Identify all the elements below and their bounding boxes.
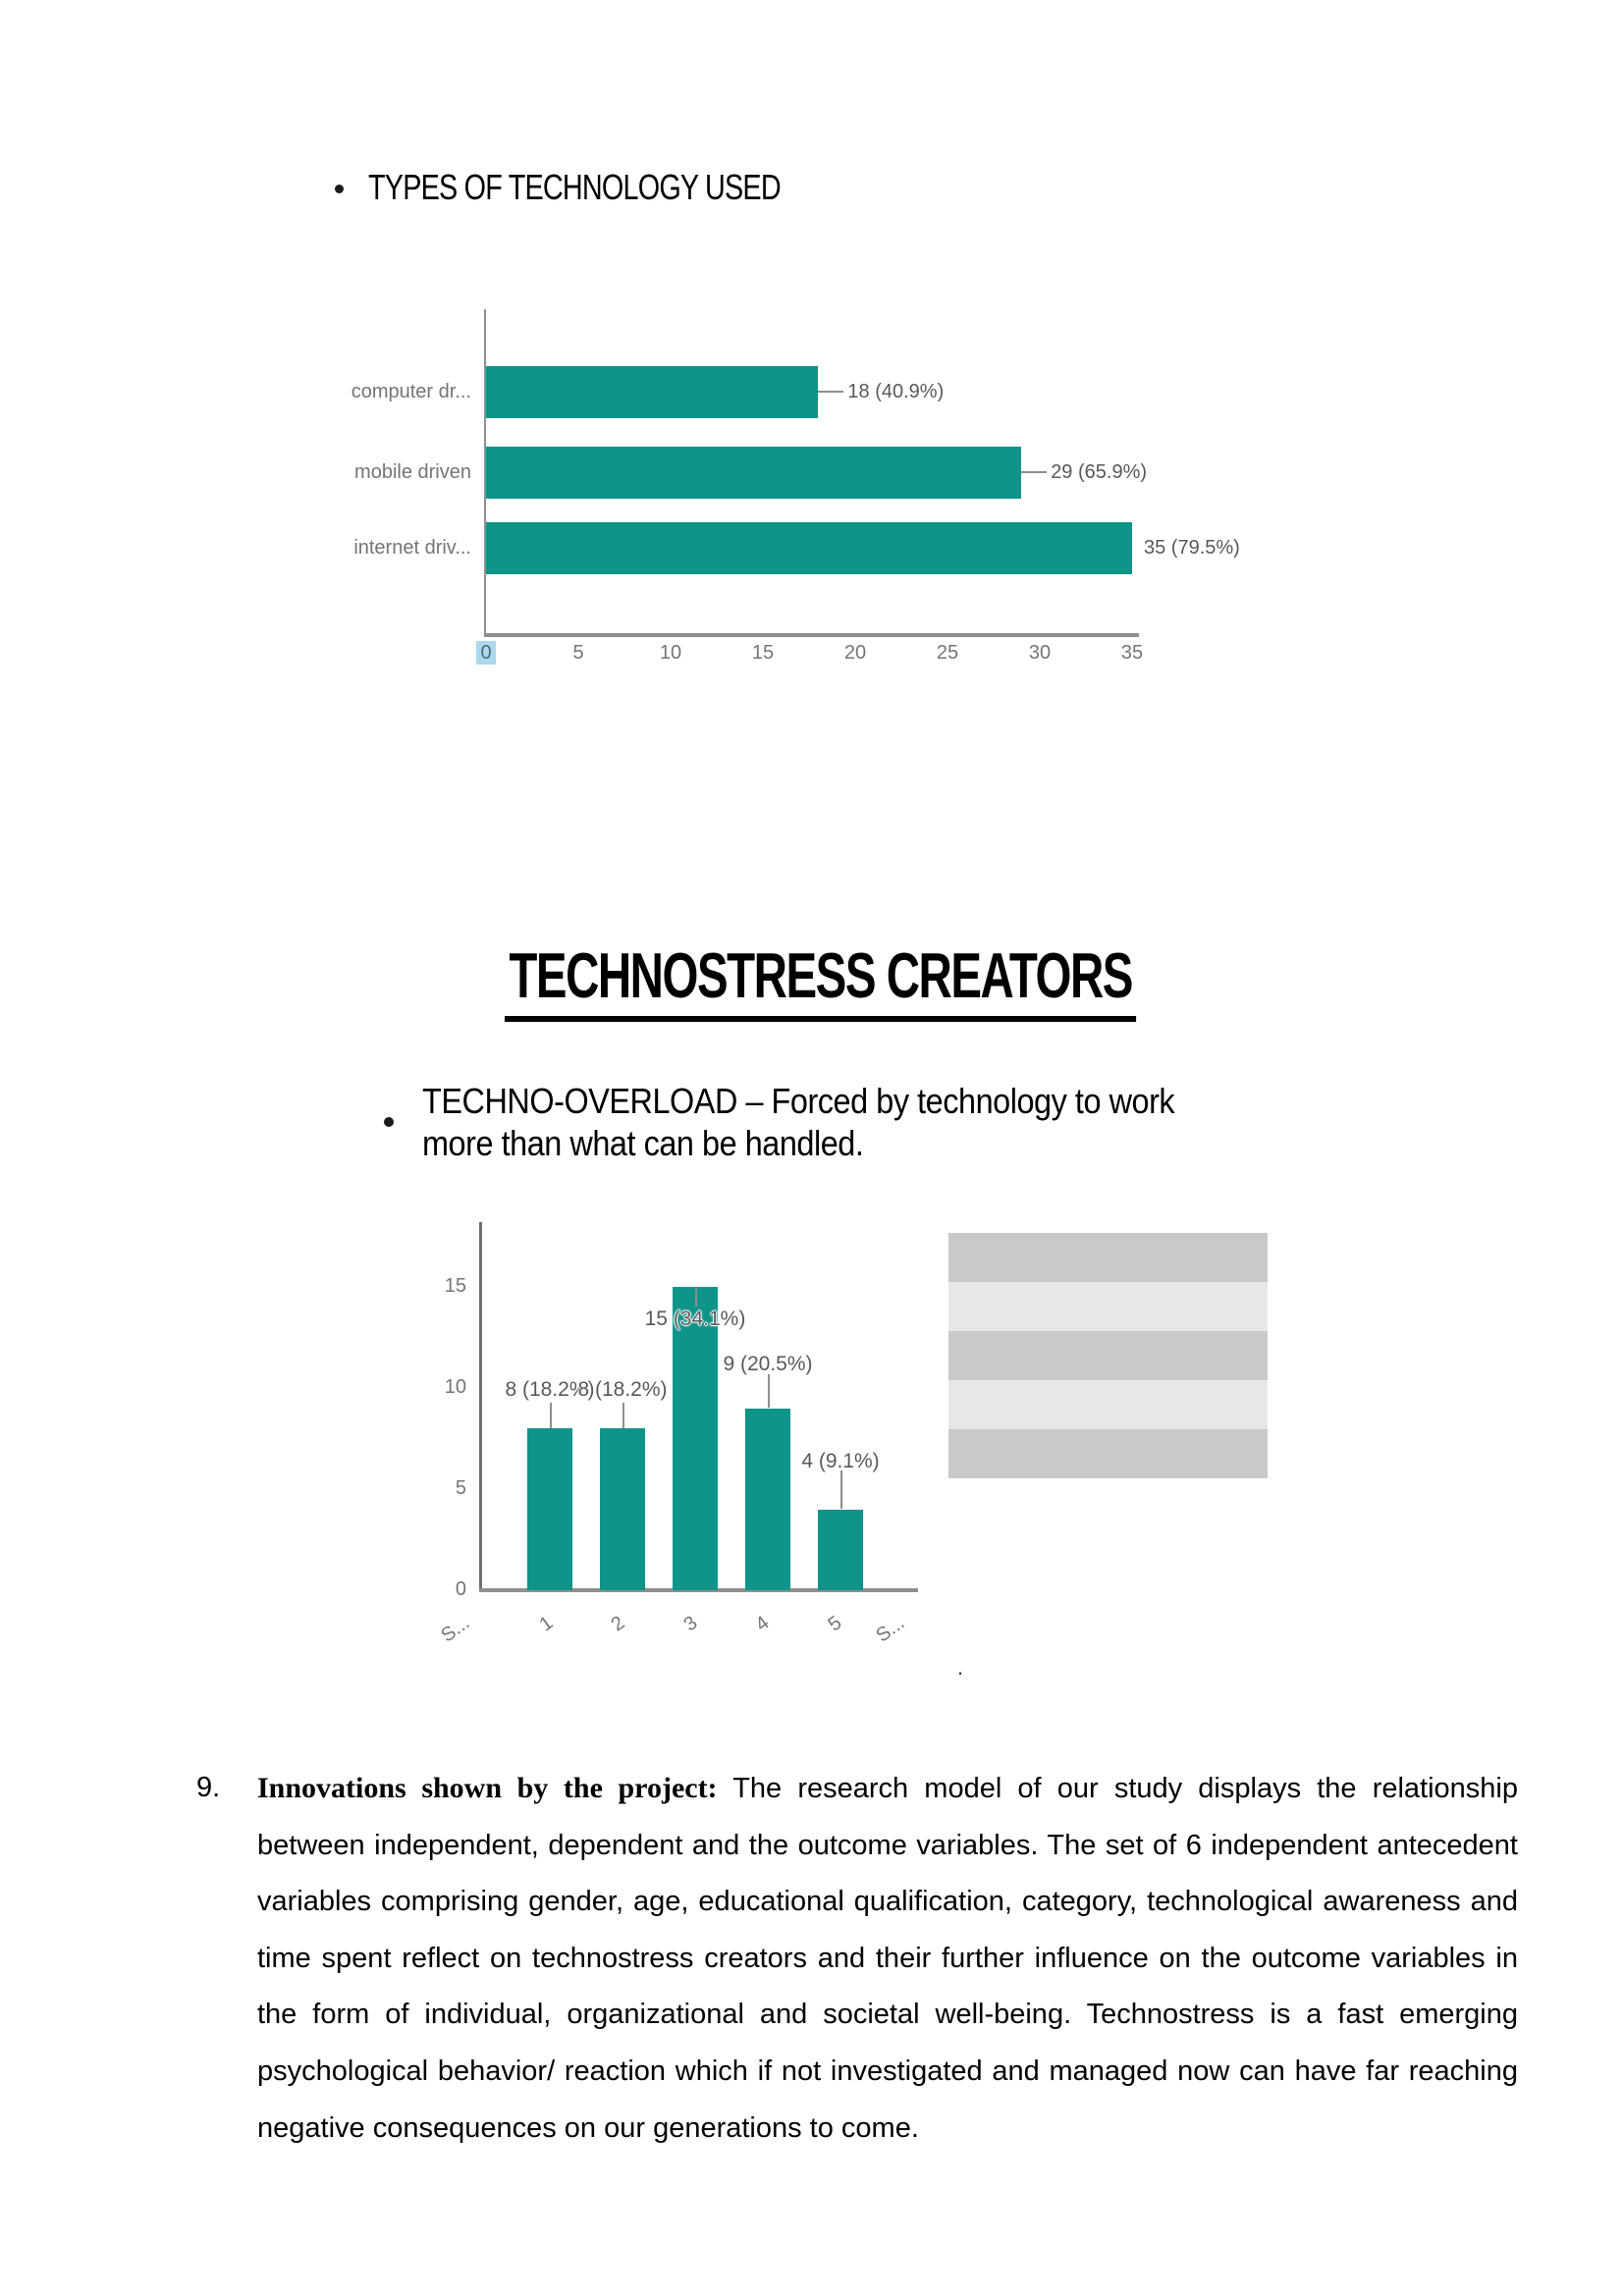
y-tick-label: 10 [444, 1376, 466, 1398]
x-tick-label: 0 [476, 641, 496, 665]
x-tick-label: 4 [751, 1612, 774, 1636]
x-tick-label: 10 [659, 642, 682, 664]
stripe [948, 1282, 1268, 1331]
value-label: 18 (40.9%) [847, 381, 945, 402]
bar [818, 1510, 863, 1590]
label-leader-line [550, 1403, 552, 1428]
bar [486, 366, 818, 418]
x-tick-label: S... [437, 1612, 474, 1647]
x-tick-label: 15 [751, 642, 775, 664]
bullet-dot [335, 185, 344, 193]
label-leader-line [622, 1403, 624, 1428]
section-title: TECHNOSTRESS CREATORS [505, 938, 1136, 1022]
x-tick-label: 3 [679, 1612, 702, 1636]
value-label: 15 (34.1%) [644, 1308, 746, 1330]
x-tick-label: S... [872, 1612, 909, 1647]
bullet-line-1: TECHNO-OVERLOAD – Forced by technology to work [422, 1081, 1175, 1121]
x-tick-label: 25 [936, 642, 959, 664]
y-tick-label: 0 [455, 1578, 466, 1600]
value-label: 35 (79.5%) [1144, 537, 1240, 559]
bar [527, 1428, 572, 1590]
value-label: 4 (9.1%) [801, 1450, 880, 1472]
bar [486, 447, 1021, 499]
x-tick-label: 20 [843, 642, 867, 664]
bar [745, 1409, 790, 1590]
stripe [948, 1380, 1268, 1429]
y-tick-label: 5 [455, 1477, 466, 1499]
stray-period: . [957, 1655, 964, 1680]
bullet-types-of-technology [368, 167, 884, 208]
label-leader-line [768, 1374, 770, 1408]
stripe [948, 1429, 1268, 1478]
category-label: computer dr... [351, 381, 471, 402]
bullet-dot [384, 1117, 394, 1127]
stripe [948, 1233, 1268, 1282]
list-number: 9. [196, 1772, 221, 1803]
value-label: 9 (20.5%) [723, 1353, 813, 1375]
bullet-label: TYPES OF TECHNOLOGY USED [368, 167, 781, 207]
label-connector-line [818, 391, 843, 393]
x-tick-label: 1 [535, 1612, 558, 1636]
bar [600, 1428, 645, 1590]
label-leader-line [695, 1289, 697, 1307]
category-label: mobile driven [354, 461, 471, 483]
x-tick-label: 30 [1028, 642, 1052, 664]
paragraph-bold-lead: Innovations shown by the project: [257, 1772, 718, 1804]
stripe [948, 1331, 1268, 1380]
section-title-wrap [320, 938, 1322, 1022]
x-tick-label: 5 [824, 1612, 846, 1636]
label-leader-line [840, 1470, 842, 1509]
innovations-paragraph [257, 1760, 1518, 2157]
label-connector-line [1021, 471, 1047, 473]
y-axis-line [479, 1222, 482, 1590]
paragraph-text: The research model of our study displays the relationship between independent, dependent and the outcome variables. The set of 6 independent antecedent variables comprising gender, age, educational qualification, category, technological awareness and time spent reflect on technostress creators and their further influence on the outcome variables in the form of individual, organizational and societal well-being. Technostress is a fast emerging psychological behavior/ reaction which if not investigated and managed now can have far reaching negative consequences on our generations to come. [257, 1773, 1519, 2144]
x-axis-line [484, 633, 1139, 637]
x-tick-label: 5 [572, 642, 584, 664]
bullet-line-2: more than what can be handled. [422, 1123, 864, 1163]
x-tick-label: 35 [1120, 642, 1144, 664]
category-label: internet driv... [353, 537, 471, 559]
value-label: 8 (18.2%) [505, 1378, 595, 1401]
value-label: 8 (18.2%) [577, 1378, 668, 1401]
x-tick-label: 2 [607, 1612, 629, 1636]
bullet-techno-overload [422, 1080, 1258, 1164]
value-label: 29 (65.9%) [1051, 461, 1148, 483]
bar [486, 522, 1132, 574]
bar [673, 1287, 718, 1590]
y-tick-label: 15 [444, 1275, 466, 1297]
